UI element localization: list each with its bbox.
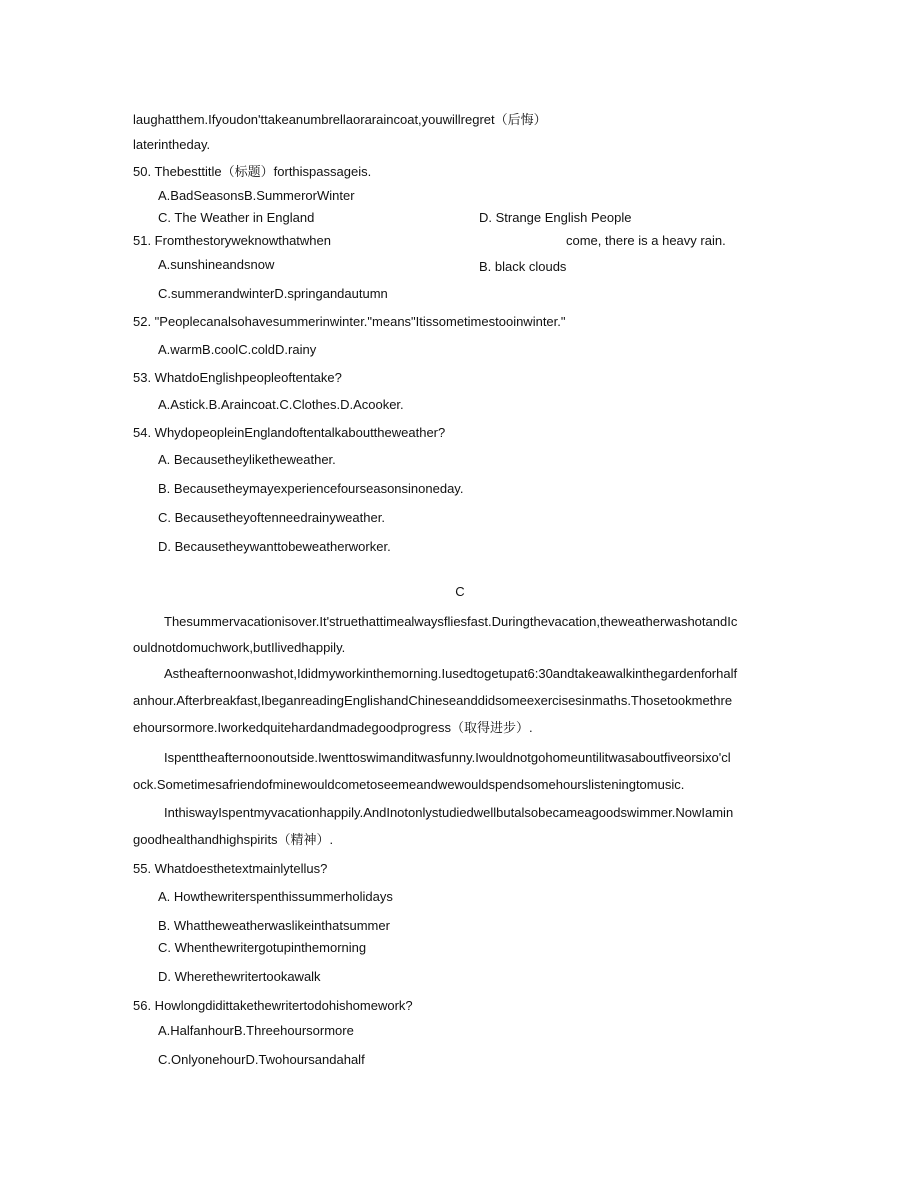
- question-55: 55. Whatdoesthetextmainlytellus?: [133, 861, 328, 876]
- passage-c-paragraph-line: Thesummervacationisover.It'struethattimealwaysfliesfast.Duringthevacation,theweatherwashotandIc: [164, 614, 738, 629]
- passage-c-paragraph-line: ock.Sometimesafriendofminewouldcometoseemeandwewouldspendsomehourslisteningtomusic.: [133, 777, 685, 792]
- question-51-continuation: come, there is a heavy rain.: [566, 233, 726, 248]
- question-51: 51. Fromthestoryweknowthatwhen: [133, 233, 331, 248]
- question-54-option-b: B. Becausetheymayexperiencefourseasonsinoneday.: [158, 481, 464, 496]
- passage-b-text-line: laterintheday.: [133, 137, 211, 152]
- question-54-option-d: D. Becausetheywanttobeweatherworker.: [158, 539, 391, 554]
- passage-c-paragraph-line: InthiswayIspentmyvacationhappily.AndInotonlystudiedwellbutalsobecameagoodswimmer.NowIamin: [164, 805, 734, 820]
- question-50-option-d: D. Strange English People: [479, 210, 632, 225]
- section-heading-c: C: [455, 584, 465, 599]
- passage-c-paragraph-line: ouldnotdomuchwork,butIlivedhappily.: [133, 640, 346, 655]
- question-55-option-c: C. Whenthewritergotupinthemorning: [158, 940, 367, 955]
- question-50-options: A.BadSeasonsB.SummerorWinter: [158, 188, 355, 203]
- question-51-option-b: B. black clouds: [479, 259, 567, 274]
- question-56-options-ab: A.HalfanhourB.Threehoursormore: [158, 1023, 354, 1038]
- passage-c-paragraph-line: ehoursormore.Iworkedquitehardandmadegoodprogress（取得进步）.: [133, 720, 533, 735]
- passage-c-paragraph-line: goodhealthandhighspirits（精神）.: [133, 832, 334, 847]
- question-54-option-a: A. Becausetheyliketheweather.: [158, 452, 336, 467]
- passage-c-paragraph-line: anhour.Afterbreakfast,IbeganreadingEnglishandChineseanddidsomeexercisesinmaths.Thosetookmethre: [133, 693, 733, 708]
- question-50: 50. Thebesttitle（标题）forthispassageis.: [133, 164, 372, 179]
- question-54-option-c: C. Becausetheyoftenneedrainyweather.: [158, 510, 385, 525]
- question-50-option-c: C. The Weather in England: [158, 210, 315, 225]
- question-56-options-cd: C.OnlyonehourD.Twohoursandahalf: [158, 1052, 365, 1067]
- passage-c-paragraph-line: Ispenttheafternoonoutside.Iwenttoswimanditwasfunny.Iwouldnotgohomeuntilitwasaboutfiveorsixo'cl: [164, 750, 731, 765]
- question-51-option-a: A.sunshineandsnow: [158, 257, 275, 272]
- question-53: 53. WhatdoEnglishpeopleoftentake?: [133, 370, 342, 385]
- question-55-option-b: B. Whattheweatherwaslikeinthatsummer: [158, 918, 390, 933]
- passage-b-text-line: laughatthem.Ifyoudon'ttakeanumbrellaoraraincoat,youwillregret（后悔）: [133, 112, 547, 127]
- question-55-option-a: A. Howthewriterspenthissummerholidays: [158, 889, 393, 904]
- question-51-options-cd: C.summerandwinterD.springandautumn: [158, 286, 388, 301]
- question-54: 54. WhydopeopleinEnglandoftentalkabouttheweather?: [133, 425, 446, 440]
- question-53-options: A.Astick.B.Araincoat.C.Clothes.D.Acooker.: [158, 397, 404, 412]
- question-52-options: A.warmB.coolC.coldD.rainy: [158, 342, 317, 357]
- question-55-option-d: D. Wherethewritertookawalk: [158, 969, 321, 984]
- question-52: 52. "Peoplecanalsohavesummerinwinter."means"Itissometimestooinwinter.": [133, 314, 566, 329]
- passage-c-paragraph-line: Astheafternoonwashot,Ididmyworkinthemorning.Iusedtogetupat6:30andtakeawalkinthegardenforhalf: [164, 666, 738, 681]
- question-56: 56. Howlongdidittakethewritertodohishomework?: [133, 998, 413, 1013]
